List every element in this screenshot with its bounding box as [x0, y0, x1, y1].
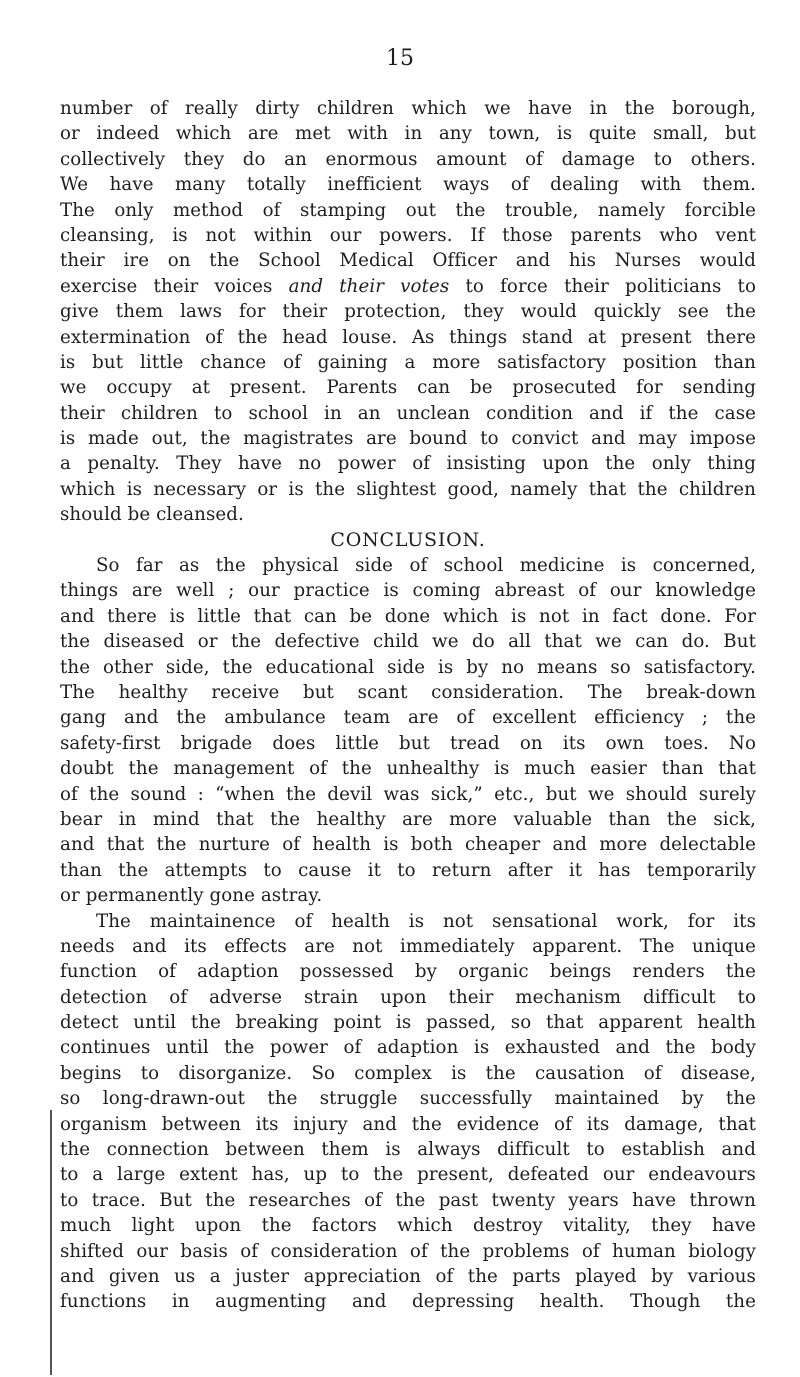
text-line: to trace. But the researches of the past twenty years have thrown: [60, 1189, 756, 1211]
text-line: The only method of stamping out the trouble, namely forcible: [60, 199, 756, 221]
text-line: continues until the power of adaption is exhausted and the body: [60, 1037, 756, 1059]
text-line: needs and its effects are not immediately apparent. The unique: [60, 935, 756, 957]
emphasis-text: and their votes: [288, 275, 450, 297]
text-line: function of adaption possessed by organic beings renders the: [60, 961, 756, 983]
paragraph-1: [60, 96, 756, 528]
text-line: we occupy at present. Parents can be prosecuted for sending: [60, 377, 756, 399]
text-line: things are well ; our practice is coming abreast of our knowledge: [60, 580, 756, 602]
text-segment: to force their politicians to: [449, 275, 756, 297]
text-line: their children to school in an unclean condition and if the case: [60, 402, 756, 424]
text-line: so long-drawn-out the struggle successfully maintained by the: [60, 1088, 756, 1110]
text-segment: exercise their voices: [60, 275, 289, 297]
page-body: [60, 96, 756, 1315]
paragraph-3: [60, 909, 756, 1315]
text-line: detect until the breaking point is passed, so that apparent health: [60, 1012, 756, 1034]
text-line: and given us a juster appreciation of the parts played by various: [60, 1265, 756, 1287]
text-line: We have many totally inefficient ways of dealing with them.: [60, 174, 756, 196]
text-line: and that the nurture of health is both cheaper and more delectable: [60, 834, 756, 856]
text-line: number of really dirty children which we have in the borough,: [60, 98, 756, 119]
text-line: [60, 274, 756, 299]
text-line: than the attempts to cause it to return after it has temporarily: [60, 859, 756, 881]
text-line: the other side, the educational side is by no means so satisfactory.: [60, 656, 756, 678]
text-line: give them laws for their protection, they would quickly see the: [60, 301, 756, 323]
paragraph-2: [60, 553, 756, 908]
text-line: cleansing, is not within our powers. If those parents who vent: [60, 224, 756, 246]
text-line: shifted our basis of consideration of the problems of human biology: [60, 1240, 756, 1262]
text-line: is made out, the magistrates are bound to convict and may impose: [60, 428, 756, 450]
text-line: or permanently gone astray.: [60, 885, 323, 907]
section-heading: CONCLUSION.: [330, 528, 486, 551]
text-line: So far as the physical side of school medicine is concerned,: [96, 555, 756, 577]
text-line: functions in augmenting and depressing health. Though the: [60, 1291, 756, 1313]
text-line: or indeed which are met with in any town, is quite small, but: [60, 123, 756, 145]
margin-binding-mark: [50, 1110, 52, 1375]
text-line: should be cleansed.: [60, 504, 244, 526]
text-line: the connection between them is always difficult to establish and: [60, 1139, 756, 1161]
text-line: their ire on the School Medical Officer and his Nurses would: [60, 250, 756, 272]
text-line: which is necessary or is the slightest good, namely that the children: [60, 478, 756, 500]
text-line: safety-first brigade does little but tread on its own toes. No: [60, 732, 756, 754]
page-number: 15: [386, 46, 414, 71]
text-line: bear in mind that the healthy are more valuable than the sick,: [60, 808, 756, 830]
text-line: collectively they do an enormous amount of damage to others.: [60, 148, 756, 170]
text-line: gang and the ambulance team are of excellent efficiency ; the: [60, 707, 756, 729]
text-line: a penalty. They have no power of insisting upon the only thing: [60, 453, 756, 475]
text-line: The healthy receive but scant consideration. The break-down: [60, 681, 756, 703]
text-line: begins to disorganize. So complex is the causation of disease,: [60, 1062, 756, 1084]
text-line: detection of adverse strain upon their mechanism difficult to: [60, 986, 756, 1008]
text-line: and there is little that can be done which is not in fact done. For: [60, 605, 756, 627]
text-line: of the sound : “when the devil was sick,” etc., but we should surely: [60, 783, 756, 805]
text-line: organism between its injury and the evidence of its damage, that: [60, 1113, 756, 1135]
text-line: much light upon the factors which destroy vitality, they have: [60, 1215, 756, 1237]
text-line: doubt the management of the unhealthy is much easier than that: [60, 758, 756, 780]
text-line: to a large extent has, up to the present, defeated our endeavours: [60, 1164, 756, 1186]
text-line: extermination of the head louse. As things stand at present there: [60, 326, 756, 348]
text-line: the diseased or the defective child we do all that we can do. But: [60, 631, 756, 653]
text-line: The maintainence of health is not sensational work, for its: [96, 910, 756, 932]
text-line: is but little chance of gaining a more satisfactory position than: [60, 351, 756, 373]
